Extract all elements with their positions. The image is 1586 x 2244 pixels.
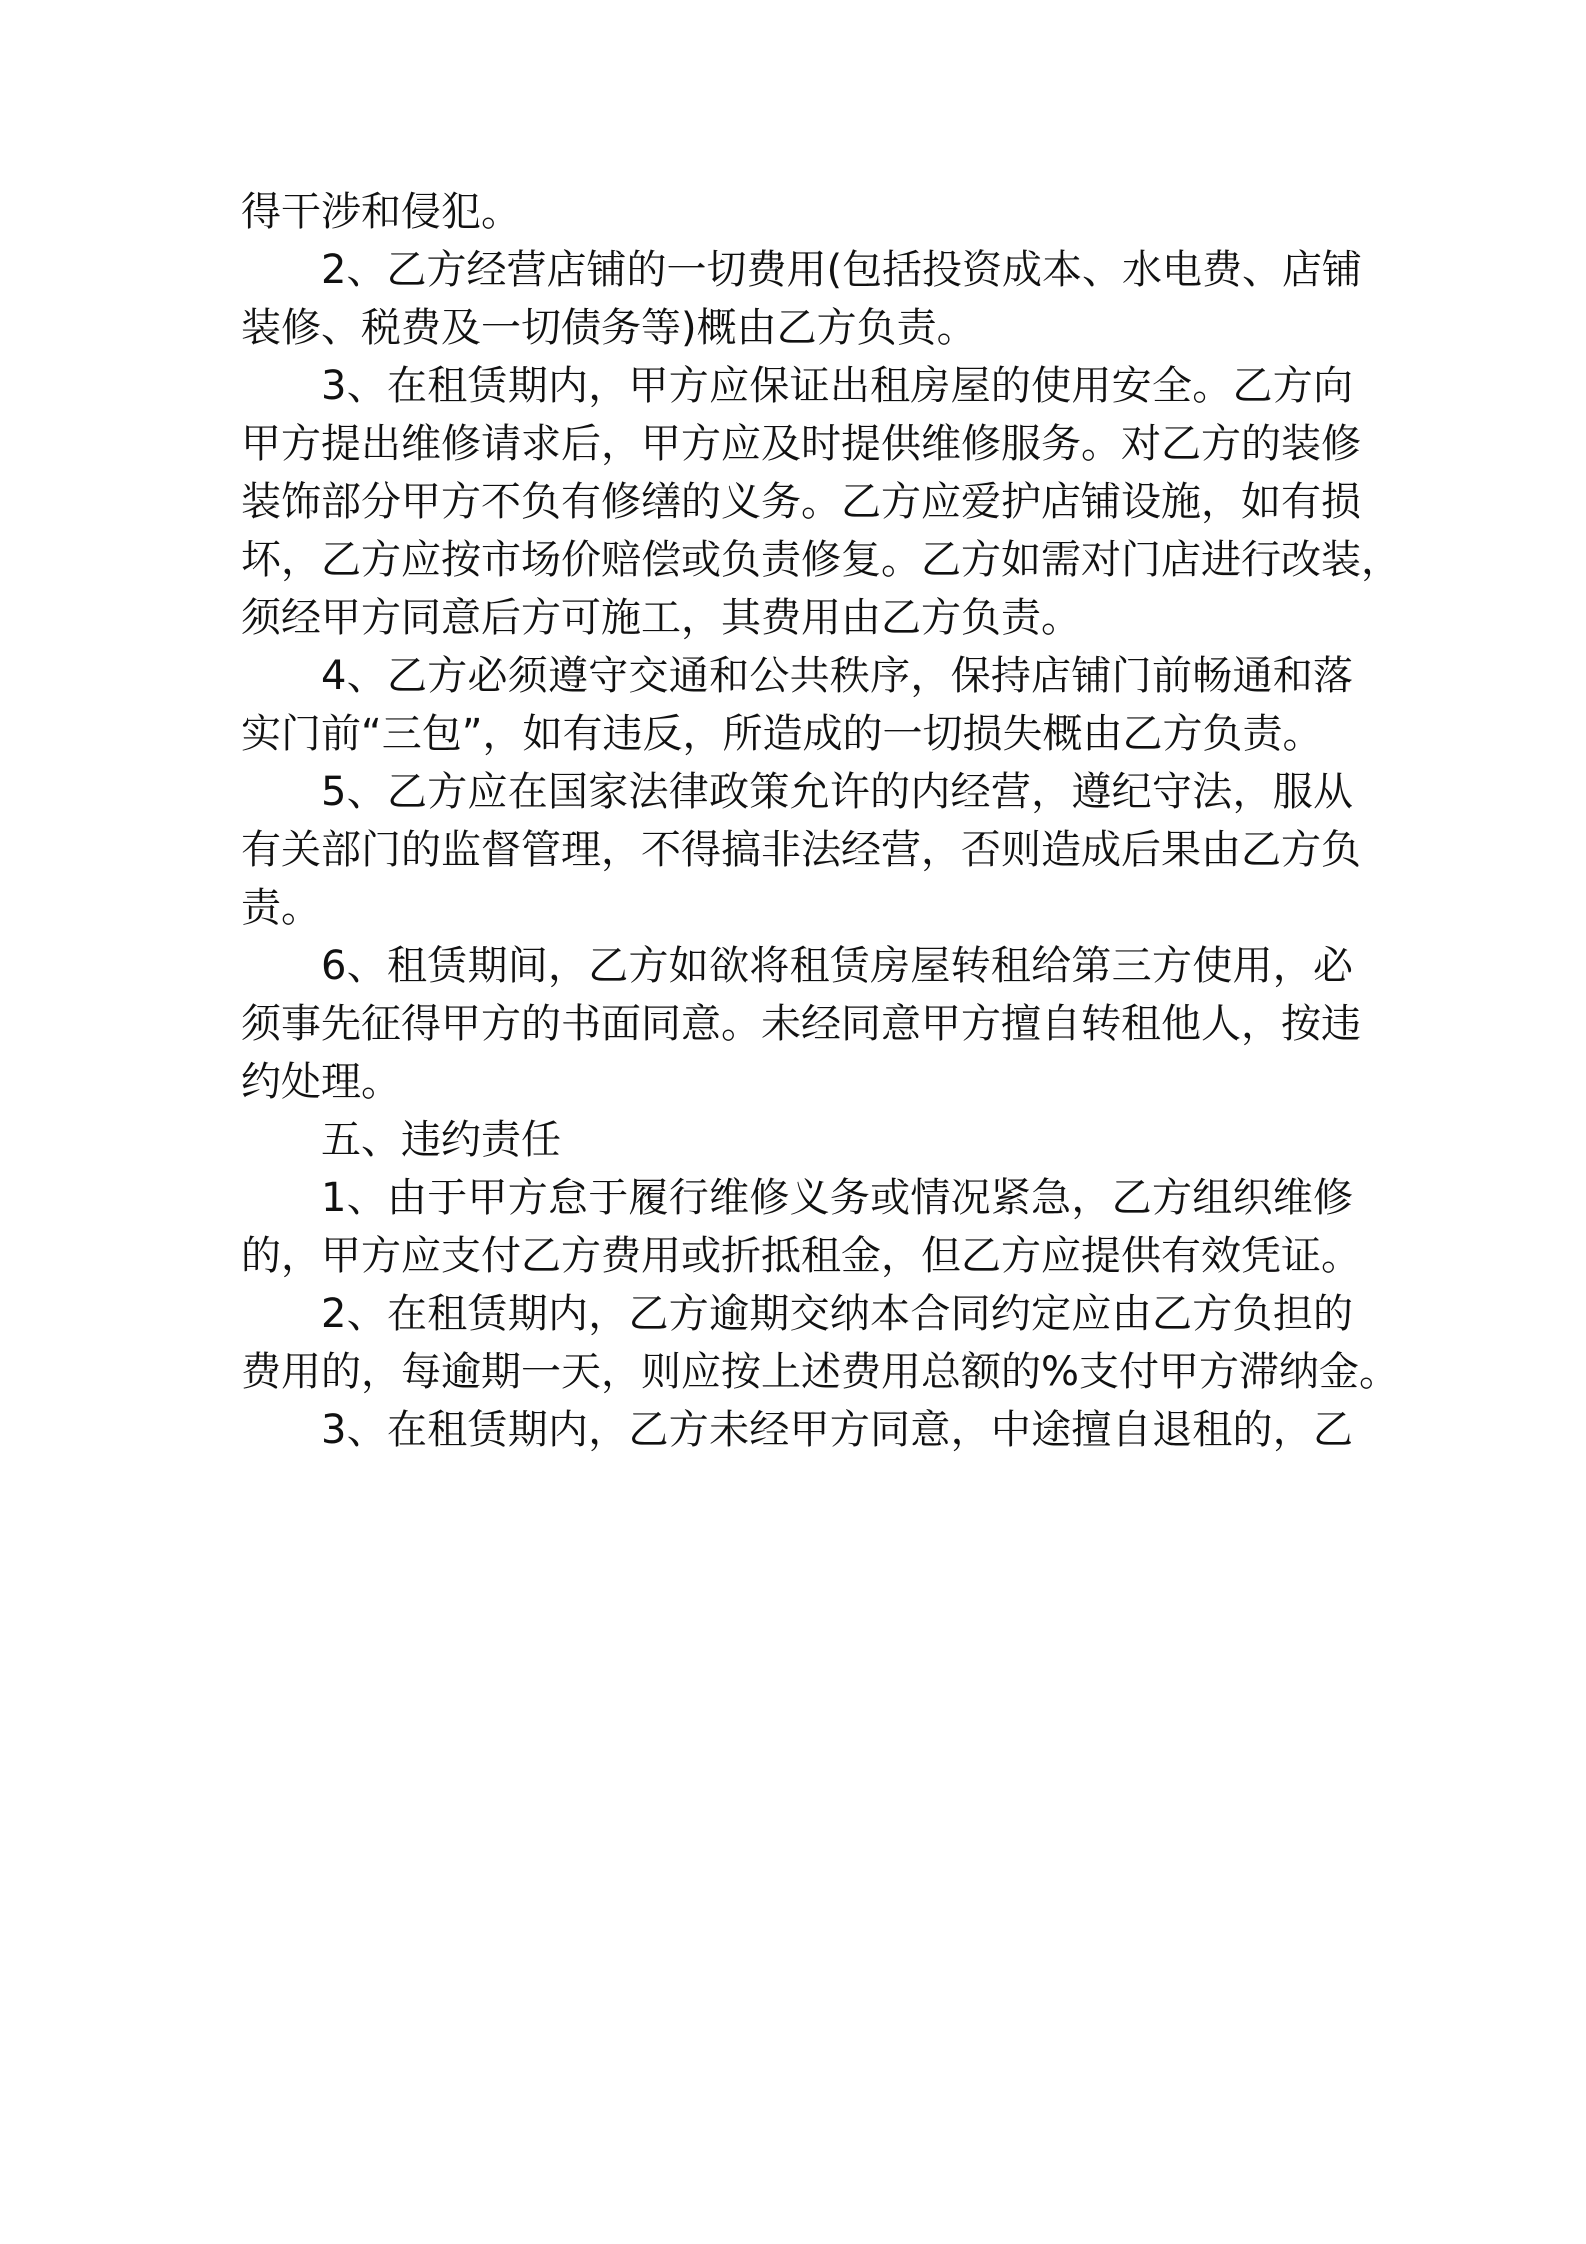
text-line: 3、在租赁期内，甲方应保证出租房屋的使用安全。乙方向 <box>321 363 1353 409</box>
document-page <box>241 182 1401 2082</box>
text-line: 得干涉和侵犯。 <box>241 189 521 235</box>
text-line: 5、乙方应在国家法律政策允许的内经营，遵纪守法，服从 <box>321 769 1353 815</box>
text-line: 费用的，每逾期一天，则应按上述费用总额的%支付甲方滞纳金。 <box>241 1349 1400 1395</box>
text-line: 有关部门的监督管理，不得搞非法经营，否则造成后果由乙方负 <box>241 827 1361 873</box>
text-line: 装饰部分甲方不负有修缮的义务。乙方应爱护店铺设施，如有损 <box>241 479 1361 525</box>
text-line: 坏，乙方应按市场价赔偿或负责修复。乙方如需对门店进行改装， <box>241 537 1401 583</box>
section-heading: 五、违约责任 <box>321 1117 561 1163</box>
text-line: 须经甲方同意后方可施工，其费用由乙方负责。 <box>241 595 1081 641</box>
text-line: 约处理。 <box>241 1059 401 1105</box>
text-line: 实门前“三包”，如有违反，所造成的一切损失概由乙方负责。 <box>241 711 1323 757</box>
text-line: 装修、税费及一切债务等)概由乙方负责。 <box>241 305 977 351</box>
text-line: 1、由于甲方怠于履行维修义务或情况紧急，乙方组织维修 <box>321 1175 1353 1221</box>
text-line: 的，甲方应支付乙方费用或折抵租金，但乙方应提供有效凭证。 <box>241 1233 1361 1279</box>
text-line: 2、在租赁期内，乙方逾期交纳本合同约定应由乙方负担的 <box>321 1291 1353 1337</box>
text-line: 甲方提出维修请求后，甲方应及时提供维修服务。对乙方的装修 <box>241 421 1361 467</box>
text-line: 4、乙方必须遵守交通和公共秩序，保持店铺门前畅通和落 <box>321 653 1353 699</box>
text-line: 3、在租赁期内，乙方未经甲方同意，中途擅自退租的，乙 <box>321 1407 1353 1453</box>
text-line: 责。 <box>241 885 321 931</box>
text-line: 2、乙方经营店铺的一切费用(包括投资成本、水电费、店铺 <box>321 247 1363 293</box>
text-line: 6、租赁期间，乙方如欲将租赁房屋转租给第三方使用，必 <box>321 943 1353 989</box>
text-line: 须事先征得甲方的书面同意。未经同意甲方擅自转租他人，按违 <box>241 1001 1361 1047</box>
